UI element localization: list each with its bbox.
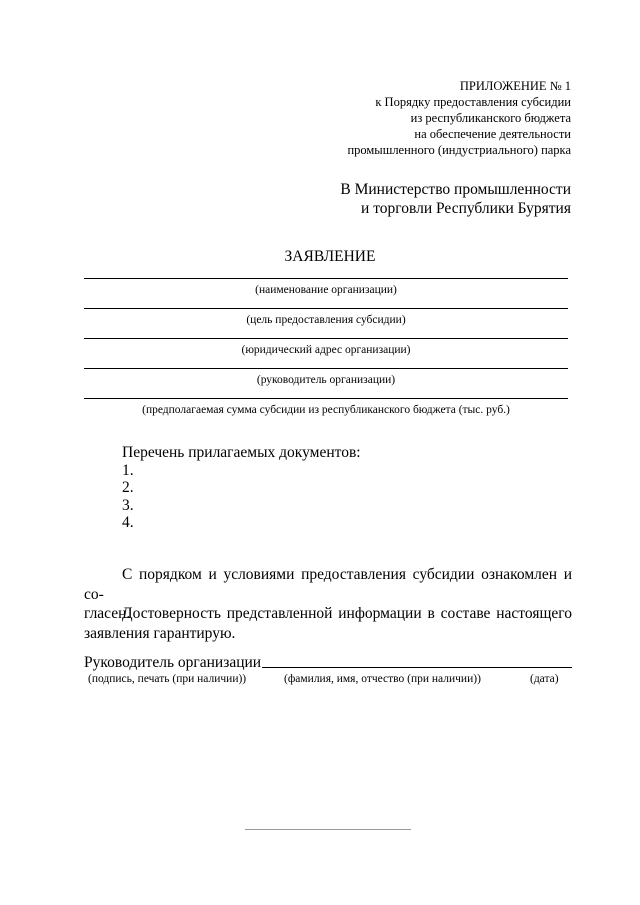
appendix-line: к Порядку предоставления субсидии bbox=[375, 95, 571, 109]
date-caption: (дата) bbox=[530, 673, 559, 685]
documents-list bbox=[122, 444, 361, 532]
documents-item: 1. bbox=[122, 461, 134, 479]
documents-item: 3. bbox=[122, 496, 134, 514]
head-caption: (руководитель организации) bbox=[256, 374, 396, 386]
full-name-caption: (фамилия, имя, отчество (при наличии)) bbox=[284, 673, 481, 685]
purpose-line bbox=[84, 308, 568, 309]
signature-caption: (подпись, печать (при наличии)) bbox=[88, 673, 247, 685]
appendix-line: из республиканского бюджета bbox=[410, 111, 571, 125]
address-line bbox=[84, 338, 568, 339]
agreement-text-line: С порядком и условиями предоставления субсидии ознакомлен и со- bbox=[84, 566, 572, 603]
addressee-block bbox=[251, 180, 571, 218]
appendix-header bbox=[251, 78, 571, 158]
address-caption: (юридический адрес организации) bbox=[241, 344, 411, 356]
addressee-line: В Министерство промышленности bbox=[340, 181, 571, 198]
purpose-caption: (цель предоставления субсидии) bbox=[246, 314, 406, 326]
accuracy-statement bbox=[84, 604, 572, 643]
org-name-caption: (наименование организации) bbox=[255, 284, 397, 296]
appendix-line: на обеспечение деятельности bbox=[414, 127, 571, 141]
amount-caption: (предполагаемая сумма субсидии из республиканского бюджета (тыс. руб.) bbox=[142, 404, 510, 416]
addressee-line: и торговли Республики Бурятия bbox=[361, 200, 571, 217]
appendix-line: ПРИЛОЖЕНИЕ № 1 bbox=[459, 79, 571, 93]
accuracy-text-line: заявления гарантирую. bbox=[84, 624, 236, 642]
documents-item: 2. bbox=[122, 479, 134, 496]
documents-item: 4. bbox=[122, 514, 134, 531]
signature-label: Руководитель организации bbox=[84, 654, 262, 671]
footer-separator bbox=[245, 829, 411, 830]
accuracy-text-line: Достоверность представленной информации в составе настоящего bbox=[122, 605, 572, 622]
document-title: ЗАЯВЛЕНИЕ bbox=[284, 248, 376, 265]
documents-heading: Перечень прилагаемых документов: bbox=[122, 444, 361, 461]
org-name-line bbox=[84, 278, 568, 279]
agreement-text-line: гласен. bbox=[84, 605, 131, 622]
appendix-line: промышленного (индустриального) парка bbox=[347, 143, 571, 157]
signature-line bbox=[262, 667, 572, 668]
amount-line bbox=[84, 398, 568, 399]
head-line bbox=[84, 368, 568, 369]
